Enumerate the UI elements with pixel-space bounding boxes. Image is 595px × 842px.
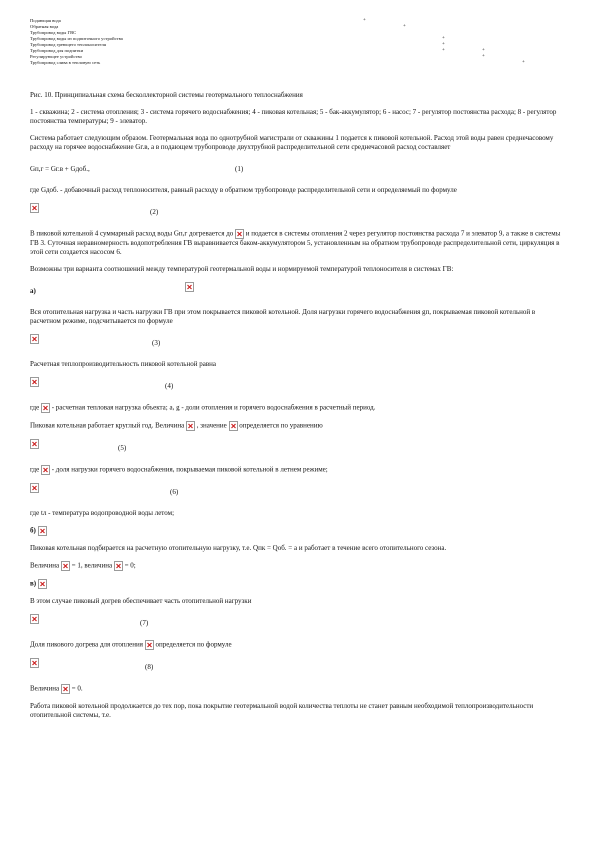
legend-line: [30, 60, 550, 66]
legend-line-text: Трубопровод греющего теплоносителя: [30, 42, 106, 47]
variant-label-b: б): [30, 526, 36, 535]
schematic-legend: [30, 18, 550, 66]
broken-image-icon: [30, 377, 39, 387]
broken-image-icon: [30, 334, 39, 344]
equation-3: [30, 334, 565, 352]
paragraph-heating-load: Пиковая котельная подбирается на расчетную отопительную нагрузку, т.е. Qпк = Qоб. = a и работает в течение всего отопительного сезона.: [30, 544, 447, 553]
legend-mark: +: [482, 54, 485, 59]
broken-image-icon: [235, 229, 244, 239]
equation-8: [30, 658, 565, 676]
paragraph-text: определяется по формуле: [155, 640, 232, 649]
equation-number: (5): [118, 444, 127, 453]
paragraph-text: В пиковой котельной 4 суммарный расход воды Gп,г догревается до: [30, 229, 234, 238]
equation-7: [30, 614, 565, 632]
broken-image-icon: [41, 403, 50, 413]
paragraph-text: определяется по уравнению: [239, 421, 323, 430]
variant-label-a: а): [30, 287, 36, 296]
equation-number: (4): [165, 382, 174, 391]
broken-image-icon: [185, 282, 194, 292]
paragraph-value-1: [30, 561, 565, 571]
broken-image-icon: [30, 658, 39, 668]
legend-mark: +: [403, 24, 406, 29]
paragraph-final: Работа пиковой котельной продолжается до тех пор, пока покрытие геотермальной водой количества теплоты не станет равным необходимой теплопроизводительности отопительной системы, т.е.: [30, 702, 534, 720]
broken-image-icon: [186, 421, 195, 431]
legend-mark: +: [522, 60, 525, 65]
broken-image-icon: [41, 465, 50, 475]
paragraph-value-0: [30, 684, 565, 694]
paragraph-text: Величина: [30, 561, 60, 570]
broken-image-icon: [30, 614, 39, 624]
variant-label-c: в): [30, 579, 37, 588]
variant-c-row: [30, 579, 565, 589]
broken-image-icon: [30, 483, 39, 493]
paragraph-system: Система работает следующим образом. Геотермальная вода по однотрубной магистрали от скважины 1 подается к пиковой котельной. Расход этой воды равен среднечасовому расходу на горячее водоснабжение Gг.в, а в подающем трубопроводе двухтрубной распределительной сети среднечасовой расход составляет: [30, 134, 554, 151]
paragraph-peak-boiler: [30, 229, 565, 257]
broken-image-icon: [38, 526, 47, 536]
paragraph-text: где: [30, 465, 40, 474]
paragraph-text: = 1, величина: [71, 561, 113, 570]
legend-mark: +: [363, 18, 366, 23]
equation-1-text: Gп,г = Gг.в + Gдоб.,: [30, 165, 90, 173]
legend-line-text: Подающая вода: [30, 18, 61, 23]
paragraph-text: , значение: [196, 421, 227, 430]
paragraph-where-tg: где tл - температура водопроводной воды летом;: [30, 509, 175, 518]
figure-caption: Рис. 10. Принципиальная схема бесколлекторной системы геотермального теплоснабжения: [30, 91, 303, 99]
legend-line-text: Трубопровод слива в тепловую сеть: [30, 60, 101, 65]
equation-number: (1): [235, 165, 244, 173]
legend-mark: +: [442, 42, 445, 47]
equation-2: [30, 203, 565, 221]
variant-a-row: [30, 282, 565, 300]
paragraph-where-q: [30, 403, 565, 413]
paragraph-text: - доля нагрузки горячего водоснабжения, покрываемая пиковой котельной в летнем режиме;: [51, 465, 328, 474]
paragraph-variants: Возможны три варианта соотношений между температурой геотермальной воды и нормируемой температурой теплоносителя в системах ГВ:: [30, 265, 454, 274]
paragraph-text: Доля пикового догрева для отопления: [30, 640, 143, 649]
equation-number: (7): [140, 619, 149, 628]
paragraph-peak-part: В этом случае пиковый догрев обеспечивает часть отопительной нагрузки: [30, 597, 252, 606]
paragraph-design-power: Расчетная теплопроизводительность пиковой котельной равна: [30, 360, 216, 369]
equation-number: (2): [150, 208, 159, 216]
broken-image-icon: [61, 684, 70, 694]
broken-image-icon: [114, 561, 123, 571]
paragraph-where-share: [30, 465, 565, 475]
legend-mark: +: [442, 36, 445, 41]
paragraph-text: - расчетная тепловая нагрузка объекта; a, g - доли отопления и горячего водоснабжения в расчетный период.: [51, 403, 376, 412]
equation-number: (8): [145, 663, 154, 672]
broken-image-icon: [145, 640, 154, 650]
legend-line-text: Трубопровод для подпитки: [30, 48, 84, 53]
equation-6: [30, 483, 565, 501]
equation-number: (3): [152, 339, 161, 348]
paragraph-text: Пиковая котельная работает круглый год. Величина: [30, 421, 185, 430]
paragraph-where-gdob: где Gдоб. - добавочный расход теплоносителя, равный расходу в обратном трубопроводе распределительной сети и определяемый по формуле: [30, 186, 457, 194]
legend-mark: +: [442, 48, 445, 53]
legend-line-text: Регулирующее устройство: [30, 54, 82, 59]
paragraph-text: Величина: [30, 684, 60, 693]
equation-4: [30, 377, 565, 395]
paragraph-share-heating: [30, 640, 565, 650]
figure-legend-text: 1 - скважина; 2 - система отопления; 3 - система горячего водоснабжения; 4 - пиковая котельная; 5 - бак-аккумулятор; 6 - насос; 7 - регулятор постоянства расхода; 8 - регулятор постоянства температуры; 9 - элеватор.: [30, 108, 557, 125]
broken-image-icon: [38, 579, 47, 589]
legend-mark: +: [482, 48, 485, 53]
paragraph-all-load: Вся отопительная нагрузка и часть нагрузки ГВ при этом покрывается пиковой котельной. Доля нагрузки горячего водоснабжения gп, покрываемая пиковой котельной в расчетном режиме, подсчитывается по формуле: [30, 308, 536, 326]
paragraph-text: где: [30, 403, 40, 412]
broken-image-icon: [61, 561, 70, 571]
paragraph-text: = 0.: [71, 684, 83, 693]
paragraph-text: = 0;: [124, 561, 136, 570]
broken-image-icon: [229, 421, 238, 431]
equation-number: (6): [170, 488, 179, 497]
broken-image-icon: [30, 439, 39, 449]
equation-1: [30, 160, 565, 178]
equation-5: [30, 439, 565, 457]
legend-line-text: Трубопровод воды из подпиточного устройства: [30, 36, 123, 41]
legend-line-text: Обратная вода: [30, 24, 59, 29]
paragraph-text: и подается в системы отопления 2 через регулятор постоянства расхода 7 и элеватор 9, а также в системы ГВ 3. Суточная неравномерность водопотребления ГВ выравнивается баком-аккумулятором 5, установленным на обратном трубопроводе распределительной сети, циркуляция в этой сети создается насосом 6.: [30, 229, 561, 257]
document-body: [30, 91, 565, 728]
paragraph-year-round: [30, 421, 565, 431]
variant-b-row: [30, 526, 565, 536]
broken-image-icon: [30, 203, 39, 213]
legend-line-text: Трубопровод воды ГВС: [30, 30, 77, 35]
